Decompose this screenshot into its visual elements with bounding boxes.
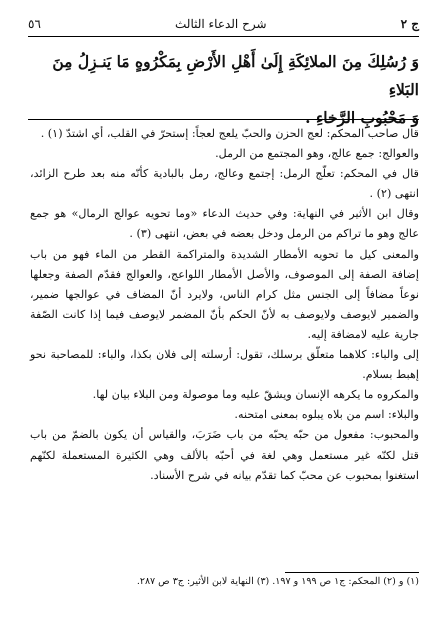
verse-divider	[28, 119, 419, 120]
footnote: (١) و (٢) المحكم: ج١ ص ١٩٩ و ١٩٧. (٣) النهاية لابن الأثير: ج٣ ص ٢٨٧.	[136, 576, 419, 587]
paragraph: قال في المحكم: تعلّج الرمل: إجتمع وعالج، رمل بالبادية كأنّه منه بعد طرح الزائد، انتهى (٢) .	[30, 167, 419, 201]
paragraph: والمعنى كيل ما تحويه الأمطار الشديدة والمتراكمة القطر من الماء فهو من باب إضافة الصفة إلى الموصوف، والأصل الأمطار اللواعج، والعوالج فقدّم الصفة وجعلها نوعاً مضافاً إلى الجنس مثل كرام الناس، ولايرد أنّ المضاف في عوالجها ضمير، والضمير لايوصف ولايوصف به لأنّ الحكم بأنّ المضمر لايوصف فيما إذا كانت الصّفة جارية عليه لامضافة إليه.	[30, 247, 419, 341]
volume-number: ج ٢	[400, 17, 419, 31]
paragraph: والبلاء: اسم من بلاه يبلوه بمعنى امتحنه.	[234, 408, 419, 422]
verse-line: وَ مَحْبُوبِ الرَّخاءِ .	[305, 108, 419, 127]
verse-line: وَ رُسُلِكَ مِنَ الملائِكَةِ إِلَىٰ أَهْلِ الأَرْضِ بِمَكْرُوهٍ مَا يَنـزِلُ مِنَ البَلاءِ	[52, 52, 419, 99]
footnote-divider	[285, 572, 419, 573]
paragraph: إلى والباء: كلاهما متعلّق برسلك، تقول: أرسلته إلى فلان بكذا، والباء: للمصاحبة نحو إهبط بسلام.	[30, 348, 419, 382]
paragraph: والمكروه ما يكرهه الإنسان ويشقّ عليه وما موصولة ومن البلاء بيان لها.	[92, 388, 419, 402]
header-divider	[28, 36, 419, 37]
running-title: شرح الدعاء الثالث	[175, 17, 267, 31]
paragraph: قال صاحب المحكم: لعج الحزن والحبّ يلعج لعجاً: إستحرّ في القلب، أي اشتدّ (١) .	[40, 127, 419, 140]
paragraph: والمحبوب: مفعول من حبّه يحبّه من باب ضَرَبَ، والقياس أن يكون بالضمّ من باب قتل لكنّه غير مستعمل وهي لغة في أحبّه بالألف وهي الكثيرة المستعملة لكنّهم استغنوا بمحبوب عن محبّ كما تقدّم بيانه في شرح الأسناد.	[30, 428, 419, 482]
page-header	[28, 14, 419, 34]
commentary-body	[30, 124, 419, 486]
paragraph: وقال ابن الأثير في النهاية: وفي حديث الدعاء «وما تحويه عوالج الرمال» هو جمع عالج وهو ما تراكم من الرمل ودخل بعضه في بعض، انتهى (٣) .	[30, 207, 419, 241]
page-number: ٥٦	[28, 17, 41, 31]
paragraph: والعوالج: جمع عالج، وهو المجتمع من الرمل.	[215, 147, 419, 161]
